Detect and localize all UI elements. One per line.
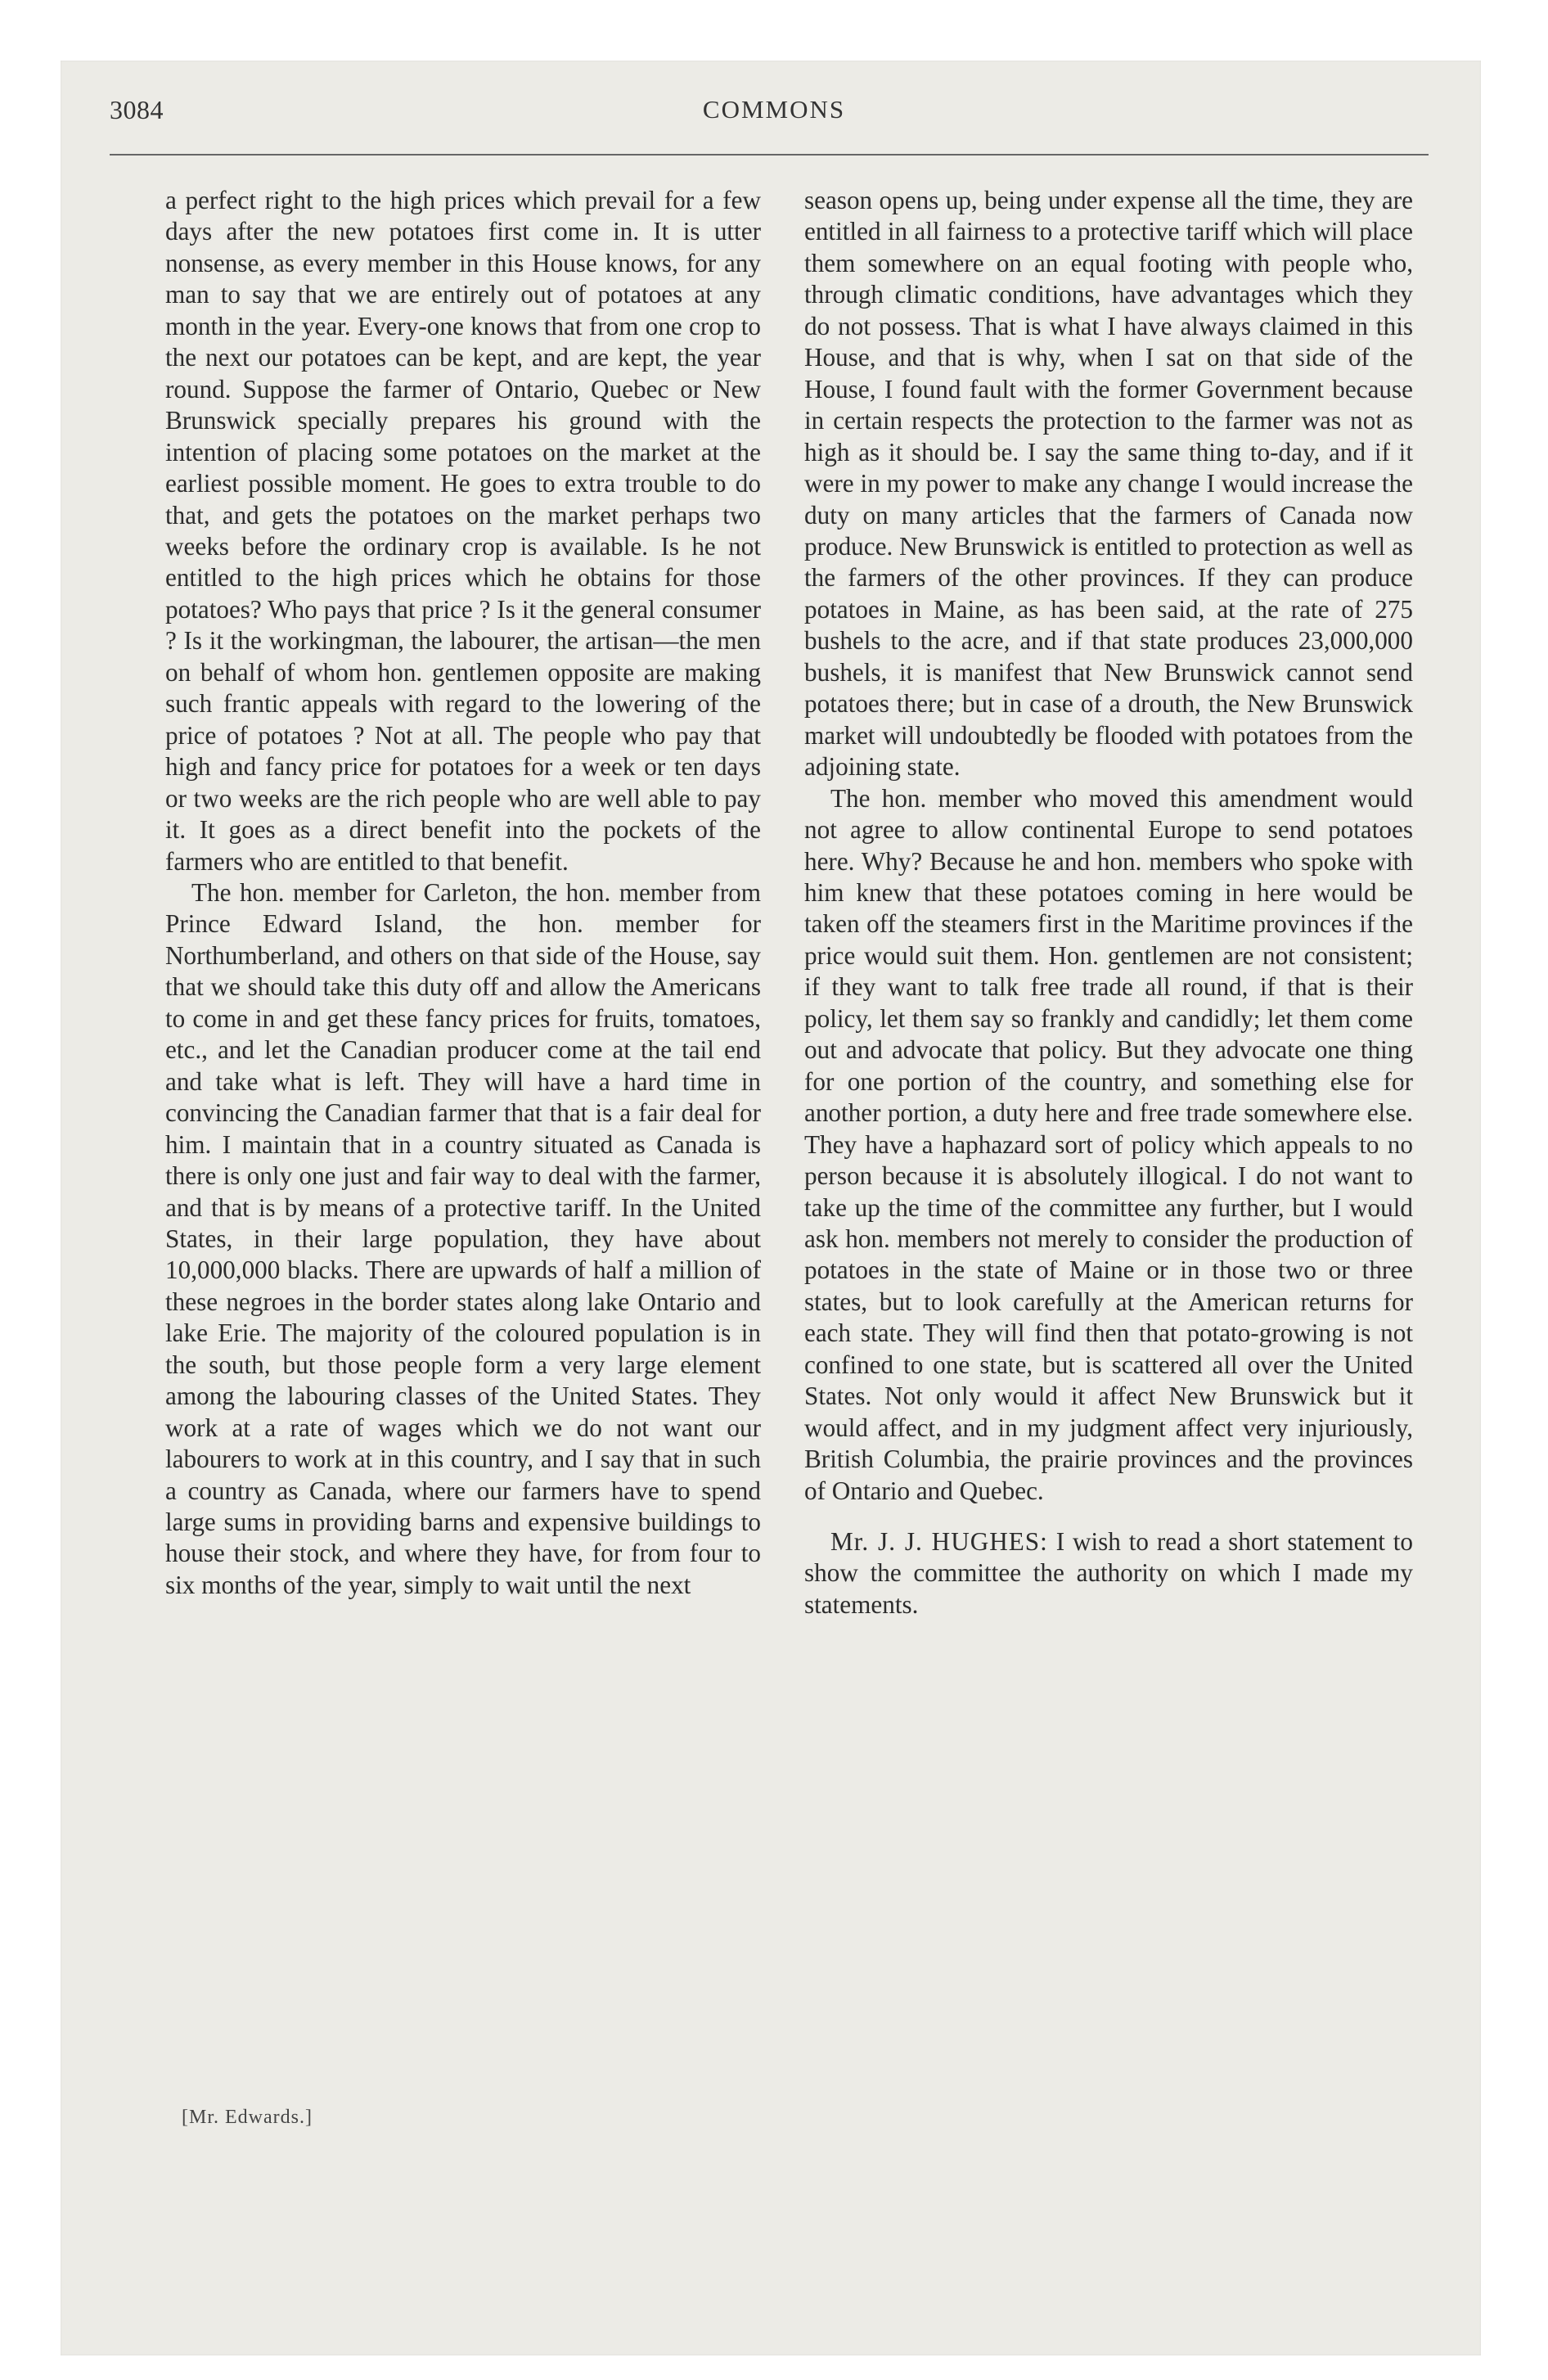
speaker-attribution: [Mr. Edwards.] bbox=[182, 2107, 313, 2128]
right-paragraph-1: season opens up, being under expense all the time, they are entitled in all fairness to a protective tariff which will place them somewhere on an equal footing with people who, through climatic conditions, have advantages which they do not possess. That is what I have always claimed in this House, and that is why, when I sat on that side of the House, I found fault with the former Government because in certain respects the protection to the farmer was not as high as it should be. I say the same thing to-day, and if it were in my power to make any change I would increase the duty on many articles that the farmers of Canada now produce. New Brunswick is entitled to protection as well as the farmers of the other provinces. If they can produce potatoes in Maine, as has been said, at the rate of 275 bushels to the acre, and if that state produces 23,000,000 bushels, it is manifest that New Brunswick cannot send potatoes there; but in case of a drouth, the New Brunswick market will undoubtedly be flooded with potatoes from the adjoining state. bbox=[804, 186, 1413, 782]
running-head: COMMONS bbox=[702, 95, 846, 124]
speaker-name: Mr. J. J. HUGHES: bbox=[830, 1527, 1048, 1557]
right-column bbox=[804, 185, 1413, 1620]
left-paragraph-1: a perfect right to the high prices which prevail for a few days after the new potatoes first come in. It is utter nonsense, as every member in this House knows, for any man to say that we are entirely out of potatoes at any month in the year. Every-one knows that from one crop to the next our potatoes can be kept, and are kept, the year round. Suppose the farmer of Ontario, Quebec or New Brunswick specially prepares his ground with the intention of placing some potatoes on the market at the earliest possible moment. He goes to extra trouble to do that, and gets the potatoes on the market perhaps two weeks before the ordinary crop is available. Is he not entitled to the high prices which he obtains for those potatoes? Who pays that price ? Is it the general consumer ? Is it the workingman, the labourer, the artisan—the men on behalf of whom hon. gentlemen opposite are making such frantic appeals with regard to the lowering of the price of potatoes ? Not at all. The people who pay that high and fancy price for potatoes for a week or ten days or two weeks are the rich people who are well able to pay it. It goes as a direct benefit into the pockets of the farmers who are entitled to that benefit. bbox=[165, 186, 761, 876]
right-paragraph-2: The hon. member who moved this amendment would not agree to allow continental Europe to send potatoes here. Why? Because he and hon. members who spoke with him knew that these potatoes coming in here would be taken off the steamers first in the Maritime provinces if the price would suit them. Hon. gentlemen are not consistent; if they want to talk free trade all round, if that is their policy, let them say so frankly and candidly; let them come out and advocate that policy. But they advocate one thing for one portion of the country, and something else for another portion, a duty here and free trade somewhere else. They have a haphazard sort of policy which appeals to no person because it is absolutely illogical. I do not want to take up the time of the committee any further, but I would ask hon. members not merely to consider the production of potatoes in the state of Maine or in those two or three states, but to look carefully at the American returns for each state. They will find then that potato-growing is not confined to one state, but is scattered all over the United States. Not only would it affect New Brunswick but it would affect, and in my judgment affect very injuriously, British Columbia, the prairie provinces and the provinces of Ontario and Quebec. bbox=[804, 783, 1413, 1505]
page-number: 3084 bbox=[110, 95, 164, 124]
paragraph-spacer bbox=[804, 1507, 1413, 1526]
right-paragraph-3 bbox=[804, 1526, 1413, 1620]
left-paragraph-2: The hon. member for Carleton, the hon. member from Prince Edward Island, the hon. member for Northumberland, and others on that side of the House, say that we should take this duty off and allow the Americans to come in and get these fancy prices for fruits, tomatoes, etc., and let the Canadian producer come at the tail end and take what is left. They will have a hard time in convincing the Canadian farmer that that is a fair deal for him. I maintain that in a country situated as Canada is there is only one just and fair way to deal with the farmer, and that is by means of a protective tariff. In the United States, in their large population, they have about 10,000,000 blacks. There are upwards of half a million of these negroes in the border states along lake Ontario and lake Erie. The majority of the coloured population is in the south, but those people form a very large element among the labouring classes of the United States. They work at a rate of wages which we do not want our labourers to work at in this country, and I say that in such a country as Canada, where our farmers have to spend large sums in providing barns and expensive buildings to house their stock, and where they have, for from four to six months of the year, simply to wait until the next bbox=[165, 877, 761, 1599]
header-rule bbox=[110, 154, 1429, 156]
right-paragraph-3-text: I wish to read a short statement to show the committee the authority on which I made my statements. bbox=[804, 1527, 1413, 1619]
left-column bbox=[165, 185, 761, 1601]
